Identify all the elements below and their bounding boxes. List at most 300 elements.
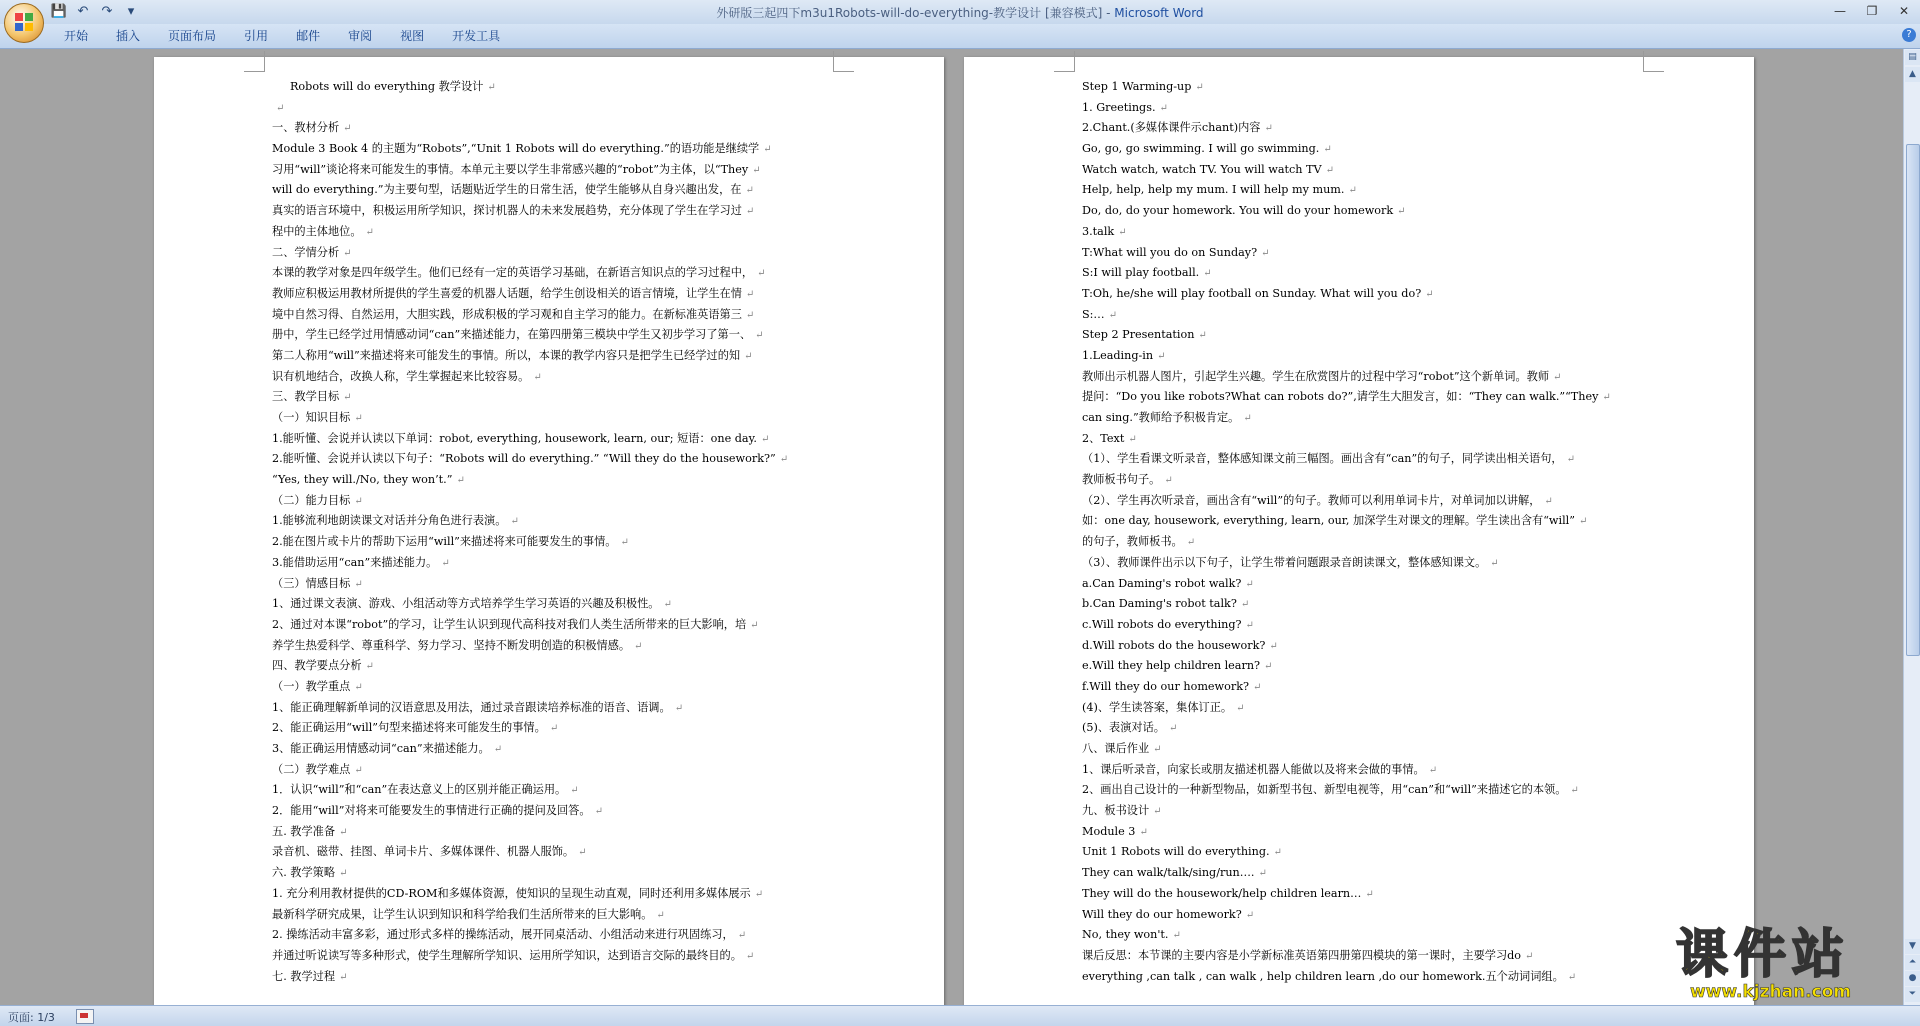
- paragraph-text: （3）、教师课件出示以下句子，让学生带着问题跟录音朗读课文，整体感知课文。: [1082, 555, 1487, 569]
- paragraph-mark-icon: ↵: [1172, 930, 1181, 942]
- paragraph-mark-icon: ↵: [1139, 826, 1148, 838]
- paragraph-line[interactable]: [272, 842, 852, 863]
- paragraph-text: 二、学情分析: [272, 245, 340, 259]
- minimize-button[interactable]: —: [1834, 4, 1846, 18]
- margin-mark: [1054, 51, 1075, 72]
- paragraph-text: Module 3 Book 4 的主题为“Robots”,“Unit 1 Robots will do everything.”的语功能是继续学: [272, 142, 760, 156]
- paragraph-line[interactable]: [272, 387, 852, 408]
- paragraph-mark-icon: ↵: [1425, 288, 1434, 300]
- paragraph-text: 1、课后听录音，向家长或朋友描述机器人能做以及将来会做的事情。: [1082, 762, 1425, 776]
- tab-references[interactable]: 引用: [244, 29, 269, 43]
- paragraph-line[interactable]: [1082, 574, 1662, 595]
- paragraph-text: 3.能借助运用“can”来描述能力。: [272, 555, 438, 569]
- paragraph-text: 并通过听说读写等多种形式，使学生理解所学知识、运用所学知识，达到语言交际的最终目的。: [272, 948, 742, 962]
- paragraph-mark-icon: ↵: [1108, 309, 1118, 321]
- paragraph-text: “Yes, they will./No, they won’t.”: [272, 473, 453, 487]
- paragraph-line[interactable]: [272, 118, 852, 139]
- paragraph-line[interactable]: [272, 243, 852, 264]
- paragraph-mark-icon: ↵: [339, 971, 348, 983]
- paragraph-line[interactable]: [1082, 325, 1662, 346]
- paragraph-mark-icon: ↵: [634, 640, 643, 652]
- paragraph-line[interactable]: [272, 553, 852, 574]
- scrollbar-thumb[interactable]: [1906, 144, 1920, 656]
- paragraph-line[interactable]: [1082, 532, 1662, 553]
- paragraph-text: 2．能用“will”对将来可能要发生的事情进行正确的提问及回答。: [272, 804, 591, 818]
- paragraph-line[interactable]: [1082, 822, 1662, 843]
- paragraph-mark-icon: ↵: [456, 475, 465, 487]
- paragraph-mark-icon: ↵: [745, 950, 755, 962]
- paragraph-text: Do, do, do your homework. You will do your homework: [1082, 204, 1394, 218]
- paragraph-text: （三）情感目标: [272, 576, 351, 590]
- paragraph-mark-icon: ↵: [1168, 723, 1178, 735]
- paragraph-line[interactable]: [1082, 553, 1662, 574]
- paragraph-text: T:What will you do on Sunday?: [1082, 245, 1258, 259]
- document-page-1[interactable]: [154, 57, 944, 1005]
- paragraph-line[interactable]: [1082, 905, 1662, 926]
- paragraph-mark-icon: ↵: [594, 806, 603, 818]
- paragraph-mark-icon: ↵: [365, 661, 374, 673]
- paragraph-text: 册中，学生已经学过用情感动词“can”来描述能力，在第四册第三模块中学生又初步学习了第一、: [272, 328, 752, 342]
- paragraph-line[interactable]: [272, 863, 852, 884]
- save-icon[interactable]: 💾: [50, 4, 68, 19]
- paragraph-line[interactable]: [272, 429, 852, 450]
- maximize-button[interactable]: ❐: [1866, 4, 1878, 18]
- paragraph-text: 七. 教学过程: [272, 969, 336, 983]
- paragraph-text: 1.Leading-in: [1082, 348, 1154, 362]
- paragraph-text: （一）教学重点: [272, 679, 351, 693]
- paragraph-line[interactable]: [1082, 594, 1662, 615]
- paragraph-line[interactable]: [272, 77, 852, 98]
- paragraph-text: 提问：“Do you like robots?What can robots do?”,请学生大胆发言，如：“They can walk.”“They: [1082, 390, 1599, 404]
- paragraph-mark-icon: ↵: [1118, 226, 1127, 238]
- watermark-url: www.kjzhan.com: [1690, 982, 1852, 1002]
- paragraph-line[interactable]: [1082, 346, 1662, 367]
- paragraph-text: 2. 操练活动丰富多彩，通过形式多样的操练活动，展开同桌活动、小组活动来进行巩固练习，: [272, 928, 734, 942]
- paragraph-mark-icon: ↵: [578, 847, 587, 859]
- margin-mark: [244, 51, 265, 72]
- paragraph-mark-icon: ↵: [343, 247, 352, 259]
- paragraph-line[interactable]: [1082, 925, 1662, 946]
- paragraph-mark-icon: ↵: [663, 599, 672, 611]
- ribbon-tabs: [50, 28, 514, 44]
- paragraph-mark-icon: ↵: [1490, 557, 1499, 569]
- paragraph-mark-icon: ↵: [1159, 102, 1168, 114]
- paragraph-mark-icon: ↵: [1323, 144, 1332, 156]
- paragraph-mark-icon: ↵: [1195, 82, 1204, 93]
- paragraph-mark-icon: ↵: [339, 826, 348, 838]
- paragraph-mark-icon: ↵: [1153, 806, 1162, 818]
- paragraph-text: Robots will do everything 教学设计: [290, 80, 484, 93]
- close-button[interactable]: ✕: [1898, 4, 1910, 18]
- paragraph-mark-icon: ↵: [1186, 537, 1196, 549]
- paragraph-mark-icon: ↵: [752, 164, 761, 176]
- paragraph-mark-icon: ↵: [745, 288, 755, 300]
- paragraph-line[interactable]: [272, 925, 852, 946]
- paragraph-text: 的句子，教师板书。: [1082, 535, 1183, 549]
- paragraph-line[interactable]: [1082, 656, 1662, 677]
- paragraph-line[interactable]: [272, 98, 852, 119]
- proofing-icon[interactable]: [76, 1009, 94, 1024]
- paragraph-mark-icon: ↵: [1602, 392, 1611, 404]
- paragraph-text: c.Will robots do everything?: [1082, 617, 1242, 631]
- office-logo-icon: [15, 13, 33, 31]
- paragraph-text: 2.能听懂、会说并认读以下句子：“Robots will do everything.” “Will they do the housework?”: [272, 452, 776, 466]
- paragraph-line[interactable]: [272, 698, 852, 719]
- page-1-text[interactable]: [272, 77, 852, 987]
- paragraph-text: 第二人称用“will”来描述将来可能发生的事情。所以，本课的教学内容只是把学生已经学过的知: [272, 348, 741, 362]
- paragraph-text: 九、板书设计: [1082, 804, 1150, 818]
- undo-icon[interactable]: ↶: [77, 4, 89, 19]
- paragraph-text: 五. 教学准备: [272, 824, 336, 838]
- paragraph-mark-icon: ↵: [1348, 185, 1357, 197]
- paragraph-text: 境中自然习得、自然运用，大胆实践，形成积极的学习观和自主学习的能力。在新标准英语第三: [272, 307, 742, 321]
- tab-mailings[interactable]: 邮件: [296, 29, 321, 43]
- paragraph-line[interactable]: [272, 222, 852, 243]
- paragraph-line[interactable]: [272, 884, 852, 905]
- paragraph-line[interactable]: [272, 574, 852, 595]
- paragraph-line[interactable]: [1082, 739, 1662, 760]
- tab-view[interactable]: 视图: [400, 29, 425, 43]
- paragraph-text: a.Can Daming's robot walk?: [1082, 576, 1242, 590]
- paragraph-mark-icon: ↵: [570, 785, 579, 797]
- paragraph-line[interactable]: [1082, 160, 1662, 181]
- paragraph-text: 2.Chant.(多媒体课件示chant)内容: [1082, 121, 1261, 135]
- paragraph-line[interactable]: [1082, 387, 1662, 408]
- paragraph-mark-icon: ↵: [1164, 475, 1173, 487]
- paragraph-text: b.Can Daming's robot talk?: [1082, 597, 1237, 611]
- paragraph-line[interactable]: [1082, 449, 1662, 470]
- paragraph-mark-icon: ↵: [441, 557, 450, 569]
- tab-home[interactable]: 开始: [64, 29, 89, 43]
- paragraph-mark-icon: ↵: [779, 454, 789, 466]
- document-title: 外研版三起四下m3u1Robots-will-do-everything-教学设计 [兼容模式] -: [716, 6, 1115, 20]
- office-button[interactable]: [4, 3, 44, 43]
- paragraph-line[interactable]: [272, 905, 852, 926]
- paragraph-text: 1、通过课文表演、游戏、小组活动等方式培养学生学习英语的兴趣及积极性。: [272, 597, 660, 611]
- redo-icon[interactable]: ↷: [101, 4, 113, 19]
- paragraph-mark-icon: ↵: [1240, 599, 1250, 611]
- paragraph-text: T:Oh, he/she will play football on Sunday. What will you do?: [1082, 286, 1422, 300]
- customize-qat-icon[interactable]: ▾: [127, 4, 135, 19]
- paragraph-text: 三、教学目标: [272, 390, 340, 404]
- paragraph-mark-icon: ↵: [1273, 847, 1282, 859]
- paragraph-mark-icon: ↵: [533, 371, 542, 383]
- paragraph-text: 课后反思：本节课的主要内容是小学新标准英语第四册第四模块的第一课时，主要学习do: [1082, 948, 1522, 962]
- paragraph-mark-icon: ↵: [354, 413, 363, 424]
- paragraph-text: Step 2 Presentation: [1082, 328, 1195, 342]
- tab-page-layout[interactable]: 页面布局: [168, 29, 217, 43]
- paragraph-mark-icon: ↵: [487, 82, 496, 93]
- paragraph-text: 1.能听懂、会说并认读以下单词：robot, everything, housework, learn, our; 短语：one day.: [272, 431, 757, 445]
- browse-object-icon[interactable]: ●: [1905, 971, 1920, 986]
- paragraph-text: 识有机地结合，改换人称，学生掌握起来比较容易。: [272, 369, 530, 383]
- paragraph-text: They can walk/talk/sing/run….: [1082, 866, 1255, 880]
- paragraph-line[interactable]: [1082, 780, 1662, 801]
- paragraph-text: 程中的主体地位。: [272, 224, 362, 238]
- paragraph-mark-icon: ↵: [343, 392, 352, 404]
- paragraph-mark-icon: ↵: [1253, 681, 1262, 693]
- paragraph-text: S:…: [1082, 307, 1105, 321]
- paragraph-text: 录音机、磁带、挂图、单词卡片、多媒体课件、机器人服饰。: [272, 845, 575, 859]
- paragraph-line[interactable]: [272, 491, 852, 512]
- paragraph-mark-icon: ↵: [763, 144, 772, 156]
- paragraph-line[interactable]: [272, 946, 852, 967]
- paragraph-text: 1. Greetings.: [1082, 100, 1156, 114]
- paragraph-mark-icon: ↵: [1566, 454, 1575, 466]
- margin-mark: [833, 51, 854, 72]
- paragraph-text: everything ,can talk , can walk , help children learn ,do our homework.五个动词词组。: [1082, 969, 1564, 983]
- paragraph-text: 一、教材分析: [272, 121, 340, 135]
- previous-page-icon[interactable]: ⏶: [1905, 955, 1920, 970]
- paragraph-line[interactable]: [1082, 408, 1662, 429]
- paragraph-text: d.Will robots do the housework?: [1082, 638, 1266, 652]
- paragraph-line[interactable]: [1082, 263, 1662, 284]
- paragraph-text: （二）能力目标: [272, 493, 351, 507]
- paragraph-line[interactable]: [272, 677, 852, 698]
- paragraph-text: 1．认识“will”和“can”在表达意义上的区别并能正确运用。: [272, 783, 567, 797]
- paragraph-mark-icon: ↵: [1128, 433, 1137, 445]
- paragraph-mark-icon: ↵: [750, 619, 759, 631]
- paragraph-text: 2、画出自己设计的一种新型物品，如新型书包、新型电视等，用“can”和“will”来描述它的本领。: [1082, 783, 1567, 797]
- paragraph-line[interactable]: [272, 967, 852, 988]
- paragraph-mark-icon: ↵: [745, 206, 755, 218]
- paragraph-text: will do everything.”为主要句型，话题贴近学生的日常生活，使学生能够从自身兴趣出发，在: [272, 183, 742, 197]
- paragraph-mark-icon: ↵: [1269, 640, 1278, 652]
- paragraph-mark-icon: ↵: [1325, 164, 1334, 176]
- paragraph-text: Will they do our homework?: [1082, 907, 1242, 921]
- paragraph-line[interactable]: [1082, 698, 1662, 719]
- paragraph-line[interactable]: [272, 284, 852, 305]
- paragraph-line[interactable]: [272, 532, 852, 553]
- paragraph-line[interactable]: [272, 718, 852, 739]
- paragraph-mark-icon: ↵: [656, 909, 665, 921]
- paragraph-mark-icon: ↵: [1157, 350, 1166, 362]
- paragraph-text: 真实的语言环境中，积极运用所学知识，探讨机器人的未来发展趋势，充分体现了学生在学习过: [272, 204, 742, 218]
- paragraph-line[interactable]: [272, 180, 852, 201]
- ribbon: [0, 24, 1920, 49]
- paragraph-line[interactable]: [1082, 677, 1662, 698]
- tab-insert[interactable]: 插入: [116, 29, 141, 43]
- paragraph-line[interactable]: [272, 408, 852, 429]
- paragraph-line[interactable]: [272, 822, 852, 843]
- tab-review[interactable]: 审阅: [348, 29, 373, 43]
- paragraph-line[interactable]: [1082, 305, 1662, 326]
- next-page-icon[interactable]: ⏷: [1905, 987, 1920, 1002]
- scroll-up-icon[interactable]: ▲: [1905, 67, 1920, 82]
- paragraph-line[interactable]: [1082, 98, 1662, 119]
- paragraph-line[interactable]: [272, 615, 852, 636]
- paragraph-mark-icon: ↵: [1567, 971, 1577, 983]
- paragraph-text: 教师应积极运用教材所提供的学生喜爱的机器人话题，给学生创设相关的语言情境，让学生在情: [272, 286, 742, 300]
- paragraph-line[interactable]: [1082, 180, 1662, 201]
- paragraph-line[interactable]: [272, 201, 852, 222]
- page-2-text[interactable]: [1082, 77, 1662, 987]
- paragraph-text: 1.能够流利地朗读课文对话并分角色进行表演。: [272, 514, 507, 528]
- paragraph-line[interactable]: [272, 139, 852, 160]
- paragraph-line[interactable]: [1082, 139, 1662, 160]
- paragraph-line[interactable]: [272, 511, 852, 532]
- paragraph-line[interactable]: [1082, 201, 1662, 222]
- paragraph-text: 2.能在图片或卡片的帮助下运用“will”来描述将来可能要发生的事情。: [272, 535, 617, 549]
- paragraph-mark-icon: ↵: [343, 123, 352, 135]
- paragraph-line[interactable]: [272, 594, 852, 615]
- paragraph-mark-icon: ↵: [1544, 495, 1553, 507]
- scroll-down-icon[interactable]: ▼: [1905, 939, 1920, 954]
- paragraph-line[interactable]: [272, 367, 852, 388]
- paragraph-line[interactable]: [1082, 429, 1662, 450]
- paragraph-line[interactable]: [272, 636, 852, 657]
- paragraph-text: （1）、学生看课文听录音，整体感知课文前三幅图。画出含有“can”的句子，同学读出相关语句，: [1082, 452, 1563, 466]
- paragraph-line[interactable]: [1082, 511, 1662, 532]
- paragraph-line[interactable]: [1082, 118, 1662, 139]
- app-name: Microsoft Word: [1114, 6, 1204, 20]
- paragraph-text: （二）教学难点: [272, 762, 351, 776]
- document-workspace[interactable]: [0, 49, 1903, 1005]
- paragraph-mark-icon: ↵: [1153, 744, 1162, 755]
- paragraph-text: (4)、学生读答案，集体订正。: [1082, 700, 1233, 714]
- paragraph-mark-icon: ↵: [1365, 888, 1374, 900]
- paragraph-text: 3.talk: [1082, 224, 1115, 238]
- paragraph-line[interactable]: [1082, 470, 1662, 491]
- tab-developer[interactable]: 开发工具: [452, 29, 501, 43]
- paragraph-line[interactable]: [1082, 946, 1662, 967]
- paragraph-mark-icon: ↵: [339, 868, 348, 880]
- paragraph-text: f.Will they do our homework?: [1082, 679, 1249, 693]
- paragraph-text: 1. 充分利用教材提供的CD-ROM和多媒体资源，使知识的呈现生动直观，同时还利用多媒体展示: [272, 886, 751, 900]
- paragraph-text: 六. 教学策略: [272, 866, 336, 880]
- paragraph-mark-icon: ↵: [1525, 950, 1534, 962]
- ruler-toggle-icon[interactable]: ▤: [1905, 50, 1920, 65]
- window-title: [0, 4, 1920, 21]
- paragraph-line[interactable]: [1082, 863, 1662, 884]
- paragraph-line[interactable]: [1082, 243, 1662, 264]
- paragraph-mark-icon: ↵: [1198, 330, 1207, 342]
- page-count[interactable]: 页面: 1/3: [8, 1011, 55, 1024]
- paragraph-text: Step 1 Warming-up: [1082, 80, 1192, 93]
- paragraph-line[interactable]: [1082, 967, 1662, 988]
- paragraph-mark-icon: ↵: [1258, 868, 1267, 880]
- paragraph-mark-icon: ↵: [1236, 702, 1245, 714]
- paragraph-text: 1、能正确理解新单词的汉语意思及用法，通过录音跟读培养标准的语音、语调。: [272, 700, 671, 714]
- paragraph-line[interactable]: [272, 449, 852, 470]
- paragraph-mark-icon: ↵: [737, 930, 747, 942]
- paragraph-text: 2、通过对本课“robot”的学习，让学生认识到现代高科技对我们人类生活所带来的巨大影响，培: [272, 617, 747, 631]
- paragraph-text: 2、能正确运用“will”句型来描述将来可能发生的事情。: [272, 721, 546, 735]
- paragraph-mark-icon: ↵: [757, 268, 766, 280]
- paragraph-line[interactable]: [1082, 77, 1662, 98]
- paragraph-line[interactable]: [1082, 718, 1662, 739]
- help-icon[interactable]: ?: [1902, 28, 1916, 42]
- paragraph-line[interactable]: [272, 346, 852, 367]
- paragraph-text: 本课的教学对象是四年级学生。他们已经有一定的英语学习基础，在新语言知识点的学习过程中，: [272, 266, 754, 280]
- paragraph-mark-icon: ↵: [354, 681, 363, 693]
- paragraph-line[interactable]: [272, 470, 852, 491]
- watermark-text: 课件站: [1676, 925, 1851, 985]
- paragraph-line[interactable]: [272, 305, 852, 326]
- paragraph-mark-icon: ↵: [760, 433, 770, 445]
- paragraph-line[interactable]: [1082, 636, 1662, 657]
- paragraph-mark-icon: ↵: [354, 495, 363, 507]
- paragraph-mark-icon: ↵: [674, 702, 684, 714]
- paragraph-line[interactable]: [1082, 842, 1662, 863]
- paragraph-text: Module 3: [1082, 824, 1136, 838]
- window-controls: [1824, 0, 1920, 22]
- paragraph-mark-icon: ↵: [1570, 785, 1579, 797]
- paragraph-text: No, they won't.: [1082, 928, 1169, 942]
- paragraph-mark-icon: ↵: [354, 578, 363, 590]
- paragraph-line[interactable]: [1082, 615, 1662, 636]
- paragraph-line[interactable]: [272, 263, 852, 284]
- paragraph-line[interactable]: [272, 739, 852, 760]
- paragraph-mark-icon: ↵: [1264, 661, 1273, 673]
- paragraph-text: Watch watch, watch TV. You will watch TV: [1082, 162, 1322, 176]
- paragraph-text: 最新科学研究成果，让学生认识到知识和科学给我们生活所带来的巨大影响。: [272, 907, 653, 921]
- paragraph-line[interactable]: [272, 801, 852, 822]
- paragraph-mark-icon: ↵: [1245, 578, 1254, 590]
- paragraph-line[interactable]: [1082, 222, 1662, 243]
- paragraph-text: Unit 1 Robots will do everything.: [1082, 845, 1270, 859]
- paragraph-mark-icon: ↵: [620, 537, 629, 549]
- paragraph-line[interactable]: [272, 656, 852, 677]
- paragraph-line[interactable]: [272, 160, 852, 181]
- paragraph-line[interactable]: [1082, 760, 1662, 781]
- paragraph-mark-icon: ↵: [493, 744, 503, 755]
- paragraph-text: （2）、学生再次听录音，画出含有“will”的句子。教师可以利用单词卡片，对单词加以讲解，: [1082, 493, 1541, 507]
- paragraph-line[interactable]: [1082, 884, 1662, 905]
- paragraph-line[interactable]: [1082, 284, 1662, 305]
- paragraph-line[interactable]: [272, 780, 852, 801]
- paragraph-text: 教师出示机器人图片，引起学生兴趣。学生在欣赏图片的过程中学习“robot”这个新单词。教师: [1082, 369, 1550, 383]
- paragraph-mark-icon: ↵: [1428, 764, 1438, 776]
- paragraph-mark-icon: ↵: [510, 516, 519, 528]
- paragraph-mark-icon: ↵: [754, 888, 764, 900]
- vertical-scrollbar[interactable]: [1903, 49, 1920, 1005]
- paragraph-text: e.Will they help children learn?: [1082, 659, 1261, 673]
- paragraph-text: S:I will play football.: [1082, 266, 1200, 280]
- paragraph-text: 如：one day, housework, everything, learn, our, 加深学生对课文的理解。学生读出含有“will”: [1082, 514, 1575, 528]
- paragraph-mark-icon: ↵: [1578, 516, 1588, 528]
- paragraph-line[interactable]: [1082, 367, 1662, 388]
- paragraph-mark-icon: ↵: [276, 102, 285, 114]
- paragraph-line[interactable]: [272, 760, 852, 781]
- paragraph-mark-icon: ↵: [1261, 247, 1270, 259]
- paragraph-text: 教师板书句子。: [1082, 473, 1161, 487]
- paragraph-text: （一）知识目标: [272, 411, 351, 424]
- paragraph-mark-icon: ↵: [745, 185, 754, 197]
- document-page-2[interactable]: [964, 57, 1754, 1005]
- paragraph-line[interactable]: [1082, 801, 1662, 822]
- paragraph-text: 3、能正确运用情感动词“can”来描述能力。: [272, 742, 490, 755]
- paragraph-line[interactable]: [1082, 491, 1662, 512]
- watermark-logo: [1668, 926, 1908, 1004]
- paragraph-text: 2、Text: [1082, 431, 1125, 445]
- paragraph-text: 习用“will”谈论将来可能发生的事情。本单元主要以学生非常感兴趣的“robot”为主体，以“They: [272, 162, 749, 176]
- margin-mark: [1643, 51, 1664, 72]
- paragraph-mark-icon: ↵: [1243, 413, 1252, 424]
- paragraph-line[interactable]: [272, 325, 852, 346]
- paragraph-text: can sing.”教师给予积极肯定。: [1082, 411, 1240, 424]
- paragraph-mark-icon: ↵: [354, 764, 363, 776]
- paragraph-text: (5)、表演对话。: [1082, 721, 1165, 735]
- paragraph-mark-icon: ↵: [1245, 909, 1255, 921]
- paragraph-mark-icon: ↵: [1245, 619, 1254, 631]
- paragraph-mark-icon: ↵: [365, 226, 374, 238]
- paragraph-text: Help, help, help my mum. I will help my mum.: [1082, 183, 1345, 197]
- status-bar: [0, 1005, 1920, 1026]
- paragraph-text: 八、课后作业: [1082, 742, 1150, 755]
- paragraph-mark-icon: ↵: [549, 723, 559, 735]
- paragraph-mark-icon: ↵: [1264, 123, 1273, 135]
